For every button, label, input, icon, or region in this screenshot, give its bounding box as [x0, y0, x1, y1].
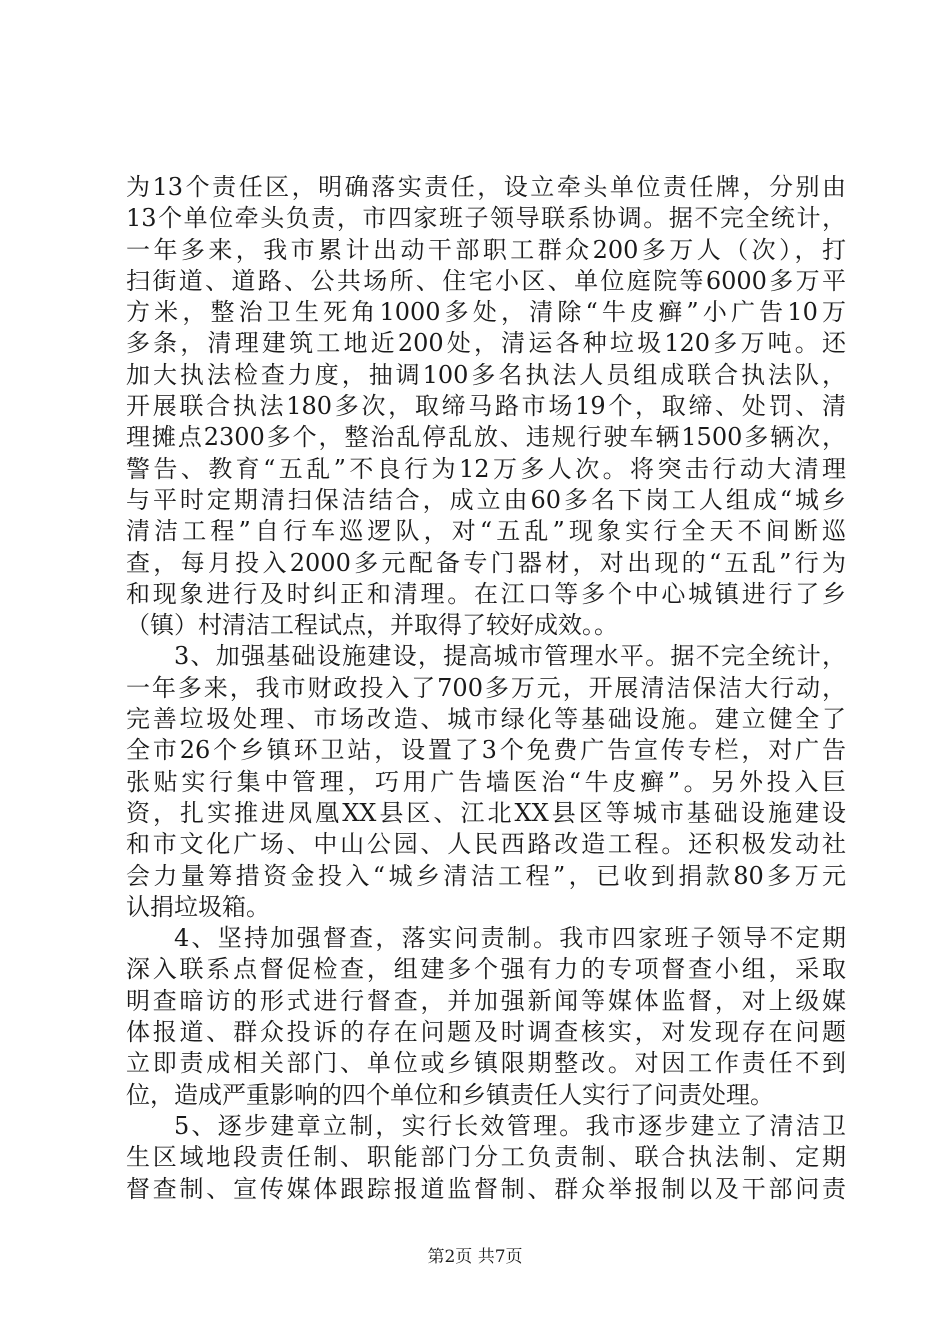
text-line: 明查暗访的形式进行督查，并加强新闻等媒体监督，对上级媒 [126, 986, 846, 1015]
text-line: 警告、教育“五乱”不良行为12万多人次。将突击行动大清理 [126, 454, 846, 483]
text-line: 4、坚持加强督查，落实问责制。我市四家班子领导不定期 [174, 924, 846, 953]
text-line: 13个单位牵头负责，市四家班子领导联系协调。据不完全统计， [126, 204, 846, 233]
text-line: 会力量筹措资金投入“城乡清洁工程”，已收到捐款80多万元 [126, 861, 846, 890]
text-line: 方米，整治卫生死角1000多处，清除“牛皮癣”小广告10万 [126, 298, 846, 327]
text-line: 体报道、群众投诉的存在问题及时调查核实，对发现存在问题 [126, 1018, 846, 1047]
text-line: 5、逐步建章立制，实行长效管理。我市逐步建立了清洁卫 [174, 1111, 846, 1140]
body-text [126, 172, 846, 1205]
text-line: 扫街道、道路、公共场所、住宅小区、单位庭院等6000多万平 [126, 266, 846, 295]
text-line: （镇）村清洁工程试点，并取得了较好成效。。 [126, 611, 618, 640]
text-line: 清洁工程”自行车巡逻队，对“五乱”现象实行全天不间断巡 [126, 517, 846, 546]
text-line: 完善垃圾处理、市场改造、城市绿化等基础设施。建立健全了 [126, 705, 846, 734]
text-line: 全市26个乡镇环卫站，设置了3个免费广告宣传专栏，对广告 [126, 736, 846, 765]
text-line: 和市文化广场、中山公园、人民西路改造工程。还积极发动社 [126, 830, 846, 859]
text-line: 资，扎实推进凤凰XX县区、江北XX县区等城市基础设施建设 [126, 798, 846, 827]
text-line: 理摊点2300多个，整治乱停乱放、违规行驶车辆1500多辆次， [126, 423, 846, 452]
text-line: 和现象进行及时纠正和清理。在江口等多个中心城镇进行了乡 [126, 579, 846, 608]
text-line: 位，造成严重影响的四个单位和乡镇责任人实行了问责处理。 [126, 1080, 774, 1109]
text-line: 立即责成相关部门、单位或乡镇限期整改。对因工作责任不到 [126, 1049, 846, 1078]
text-line: 生区域地段责任制、职能部门分工负责制、联合执法制、定期 [126, 1143, 846, 1172]
text-line: 多条，清理建筑工地近200处，清运各种垃圾120多万吨。还 [126, 329, 846, 358]
text-line: 加大执法检查力度，抽调100多名执法人员组成联合执法队， [126, 360, 846, 389]
text-line: 深入联系点督促检查，组建多个强有力的专项督查小组，采取 [126, 955, 846, 984]
text-line: 认捐垃圾箱。 [126, 892, 270, 921]
page-footer: 第2页 共7页 [427, 1247, 523, 1267]
text-line: 一年多来，我市财政投入了700多万元，开展清洁保洁大行动， [126, 673, 846, 702]
text-line: 查，每月投入2000多元配备专门器材，对出现的“五乱”行为 [126, 548, 846, 577]
text-line: 督查制、宣传媒体跟踪报道监督制、群众举报制以及干部问责 [126, 1174, 846, 1203]
text-line: 张贴实行集中管理，巧用广告墙医治“牛皮癣”。另外投入巨 [126, 767, 846, 796]
text-line: 为13个责任区，明确落实责任，设立牵头单位责任牌，分别由 [126, 173, 846, 201]
text-line: 3、加强基础设施建设，提高城市管理水平。据不完全统计， [174, 642, 846, 671]
text-line: 一年多来，我市累计出动干部职工群众200多万人（次），打 [126, 235, 846, 264]
text-line: 与平时定期清扫保洁结合，成立由60多名下岗工人组成“城乡 [126, 485, 846, 514]
text-line: 开展联合执法180多次，取缔马路市场19个，取缔、处罚、清 [126, 392, 846, 421]
